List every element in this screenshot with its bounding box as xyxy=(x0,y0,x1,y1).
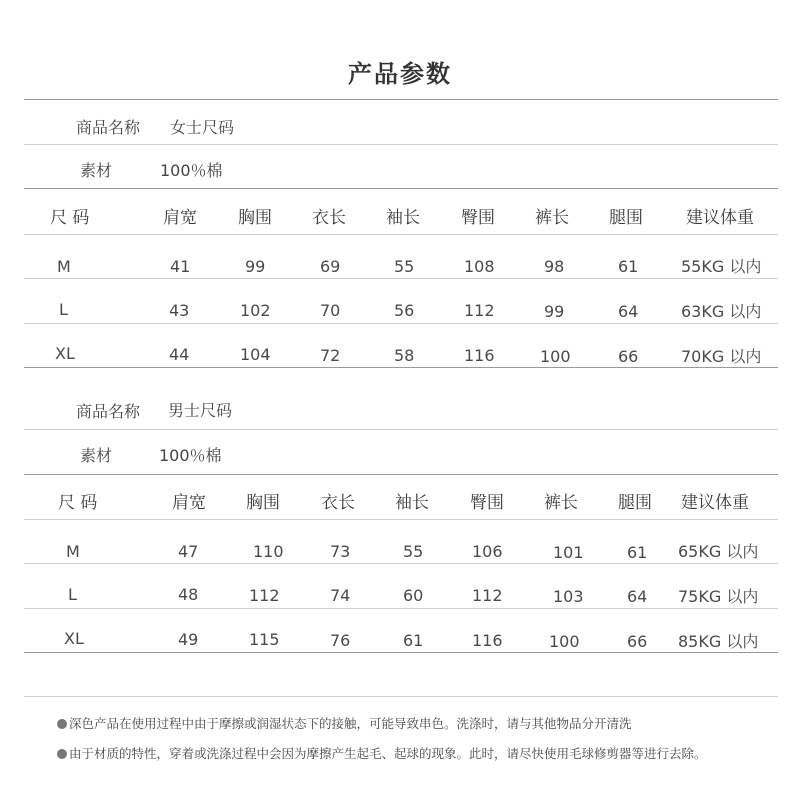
care-note-text: 由于材质的特性，穿着或洗涤过程中会因为摩擦产生起毛、起球的现象。此时，请尽快使用毛球修剪器等进行去除。 xyxy=(69,746,707,761)
table-cell: 103 xyxy=(553,587,584,606)
table-cell: 75KG 以内 xyxy=(678,587,759,606)
men-header-shoulder: 肩宽 xyxy=(172,493,206,513)
table-cell: 55 xyxy=(403,542,424,561)
divider xyxy=(24,652,778,653)
table-cell: 61 xyxy=(627,543,648,562)
divider xyxy=(24,563,778,564)
men-material-label: 素材 xyxy=(80,446,113,465)
table-cell: 100 xyxy=(549,632,580,651)
women-header-hip: 臀围 xyxy=(461,208,495,228)
divider xyxy=(24,188,778,189)
men-header-chest: 胸围 xyxy=(246,493,280,513)
bullet-icon xyxy=(57,749,67,759)
women-name-label: 商品名称 xyxy=(76,118,141,137)
table-cell: 55KG 以内 xyxy=(681,257,762,276)
table-cell: 48 xyxy=(178,585,199,604)
table-cell: 112 xyxy=(464,301,495,320)
men-header-size: 尺 码 xyxy=(58,493,98,513)
men-header-sleeve: 袖长 xyxy=(395,493,429,513)
table-cell: 98 xyxy=(544,257,565,276)
table-cell: 70KG 以内 xyxy=(681,347,762,366)
divider xyxy=(24,429,778,430)
women-header-size: 尺 码 xyxy=(50,208,90,228)
women-name-value: 女士尺码 xyxy=(170,118,235,137)
divider xyxy=(24,608,778,609)
women-header-sleeve: 袖长 xyxy=(386,208,420,228)
men-material-value: 100％棉 xyxy=(159,446,222,465)
table-cell: 116 xyxy=(464,346,495,365)
women-material-label: 素材 xyxy=(80,161,113,180)
care-note-text: 深色产品在使用过程中由于摩擦或润湿状态下的接触，可能导致串色。洗涤时，请与其他物品分开清洗 xyxy=(69,716,632,731)
divider xyxy=(24,367,778,368)
table-cell: 110 xyxy=(253,542,284,561)
table-cell: 58 xyxy=(394,346,415,365)
table-cell: M xyxy=(57,257,71,276)
women-material-value: 100％棉 xyxy=(160,161,223,180)
men-header-length: 衣长 xyxy=(321,493,355,513)
women-header-thigh: 腿围 xyxy=(609,208,643,228)
table-cell: 66 xyxy=(627,632,648,651)
table-cell: XL xyxy=(55,344,75,363)
women-header-chest: 胸围 xyxy=(238,208,272,228)
table-cell: XL xyxy=(64,629,84,648)
men-header-thigh: 腿围 xyxy=(618,493,652,513)
men-header-pants-length: 裤长 xyxy=(544,493,578,513)
table-cell: 63KG 以内 xyxy=(681,302,762,321)
table-cell: 73 xyxy=(330,542,351,561)
table-cell: 55 xyxy=(394,257,415,276)
divider xyxy=(24,234,778,235)
table-cell: 64 xyxy=(627,587,648,606)
table-cell: 69 xyxy=(320,257,341,276)
table-cell: 101 xyxy=(553,543,584,562)
table-cell: 49 xyxy=(178,630,199,649)
table-cell: 72 xyxy=(320,346,341,365)
divider xyxy=(24,99,778,100)
women-header-shoulder: 肩宽 xyxy=(163,208,197,228)
women-header-length: 衣长 xyxy=(312,208,346,228)
table-cell: 60 xyxy=(403,586,424,605)
table-cell: 47 xyxy=(178,542,199,561)
care-note xyxy=(57,746,707,762)
table-cell: 64 xyxy=(618,302,639,321)
men-header-hip: 臀围 xyxy=(470,493,504,513)
table-cell: 61 xyxy=(618,257,639,276)
table-cell: 108 xyxy=(464,257,495,276)
table-cell: 76 xyxy=(330,631,351,650)
women-header-pants-length: 裤长 xyxy=(535,208,569,228)
table-cell: 41 xyxy=(170,257,191,276)
table-cell: L xyxy=(68,585,77,604)
table-cell: 112 xyxy=(249,586,280,605)
page-title: 产品参数 xyxy=(348,60,452,88)
table-cell: 112 xyxy=(472,586,503,605)
divider xyxy=(24,278,778,279)
table-cell: 61 xyxy=(403,631,424,650)
table-cell: 85KG 以内 xyxy=(678,632,759,651)
table-cell: 99 xyxy=(245,257,266,276)
table-cell: L xyxy=(59,300,68,319)
table-cell: 56 xyxy=(394,301,415,320)
divider xyxy=(24,519,778,520)
table-cell: M xyxy=(66,542,80,561)
bullet-icon xyxy=(57,719,67,729)
table-cell: 102 xyxy=(240,301,271,320)
divider xyxy=(24,474,778,475)
table-cell: 100 xyxy=(540,347,571,366)
women-header-weight: 建议体重 xyxy=(686,208,754,228)
care-note xyxy=(57,716,632,732)
divider xyxy=(24,696,778,697)
table-cell: 104 xyxy=(240,345,271,364)
men-header-weight: 建议体重 xyxy=(681,493,749,513)
table-cell: 43 xyxy=(169,301,190,320)
table-cell: 44 xyxy=(169,345,190,364)
divider xyxy=(24,323,778,324)
table-cell: 74 xyxy=(330,586,351,605)
table-cell: 70 xyxy=(320,301,341,320)
divider xyxy=(24,144,778,145)
table-cell: 99 xyxy=(544,302,565,321)
table-cell: 116 xyxy=(472,631,503,650)
table-cell: 115 xyxy=(249,630,280,649)
men-name-label: 商品名称 xyxy=(76,402,141,421)
table-cell: 65KG 以内 xyxy=(678,542,759,561)
table-cell: 66 xyxy=(618,347,639,366)
table-cell: 106 xyxy=(472,542,503,561)
men-name-value: 男士尺码 xyxy=(168,401,233,420)
